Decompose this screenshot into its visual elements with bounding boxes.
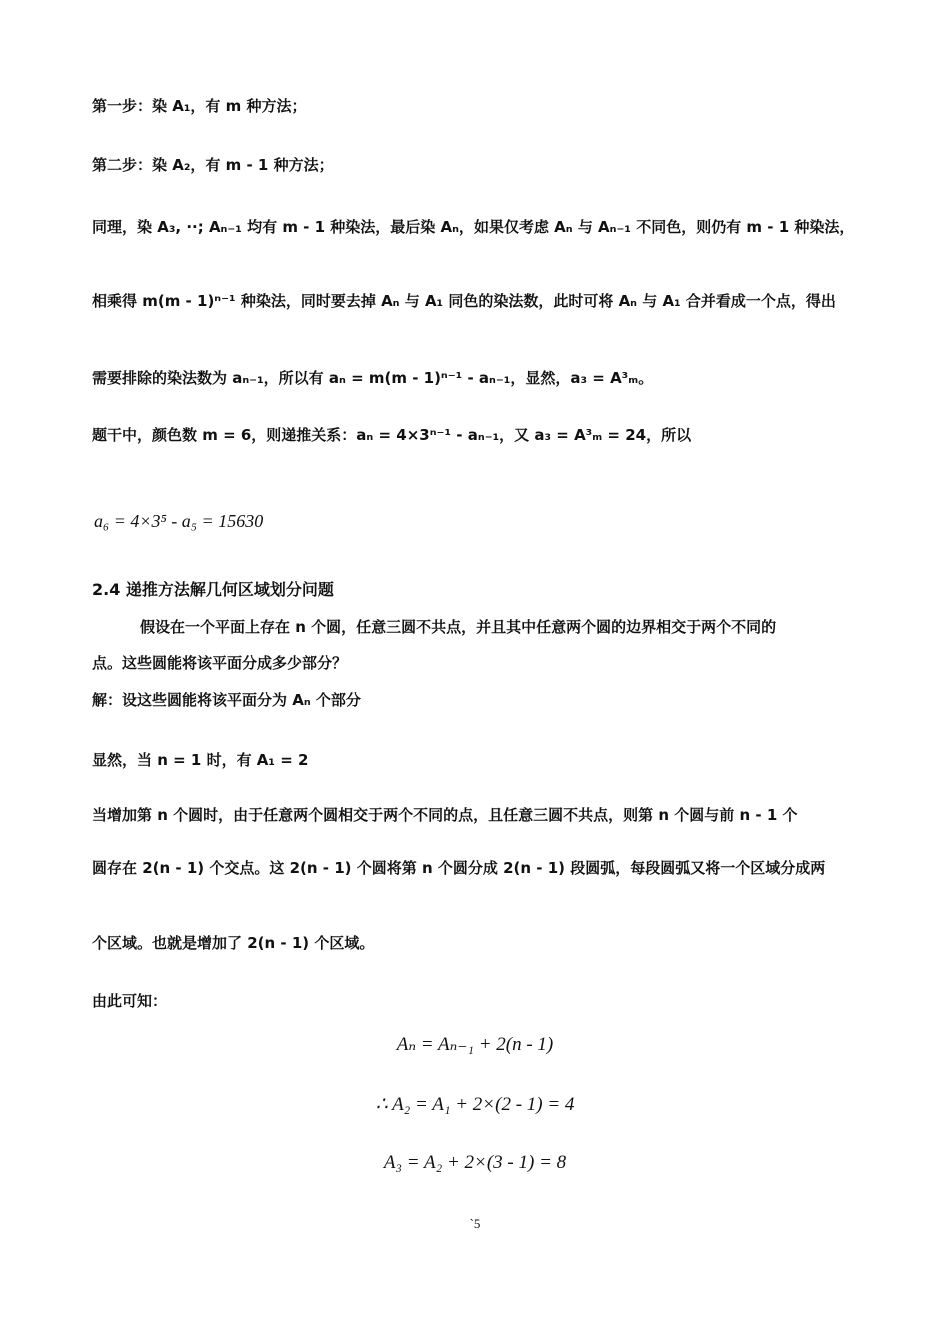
step1-line: 第一步：染 A₁，有 m 种方法； <box>92 97 307 115</box>
equation-recurrence: Aₙ = Aₙ₋₁ + 2(n - 1) <box>396 1034 554 1055</box>
add2-line: 圆存在 2(n - 1) 个交点。这 2(n - 1) 个圆将第 n 个圆分成 2(n - 1) 段圆弧，每段圆弧又将一个区域分成两 <box>92 859 826 877</box>
result-formula: a₆ = 4×3⁵ - a₅ = 15630 <box>94 511 264 531</box>
add3-line: 个区域。也就是增加了 2(n - 1) 个区域。 <box>92 934 375 952</box>
add1-line: 当增加第 n 个圆时，由于任意两个圆相交于两个不同的点，且任意三圆不共点，则第 n 个圆与前 n - 1 个 <box>92 806 798 824</box>
exclude-line: 需要排除的染法数为 aₙ₋₁，所以有 aₙ = m(m - 1)ⁿ⁻¹ - aₙ₋₁，显然，a₃ = A³ₘ。 <box>92 369 654 387</box>
para1-line: 假设在一个平面上存在 n 个圆，任意三圆不共点，并且其中任意两个圆的边界相交于两个不同的 <box>140 618 777 636</box>
problem-line: 题干中，颜色数 m = 6，则递推关系：aₙ = 4×3ⁿ⁻¹ - aₙ₋₁，又 a₃ = A³ₘ = 24，所以 <box>92 426 692 444</box>
obvious-line: 显然，当 n = 1 时，有 A₁ = 2 <box>92 751 309 769</box>
result-line <box>92 508 858 531</box>
para2-line: 点。这些圆能将该平面分成多少部分？ <box>92 654 348 672</box>
page-number: `5 <box>469 1216 481 1231</box>
step2-line: 第二步：染 A₂，有 m - 1 种方法； <box>92 156 334 174</box>
section-heading: 2.4 递推方法解几何区域划分问题 <box>92 580 334 599</box>
similarly-line: 同理，染 A₃, ··; Aₙ₋₁ 均有 m - 1 种染法，最后染 Aₙ，如果仅考虑 Aₙ 与 Aₙ₋₁ 不同色，则仍有 m - 1 种染法， <box>92 218 855 236</box>
equation-a3: A₃ = A₂ + 2×(3 - 1) = 8 <box>383 1152 567 1173</box>
equation-a2: ∴ A₂ = A₁ + 2×(2 - 1) = 4 <box>375 1094 575 1115</box>
multiply-line: 相乘得 m(m - 1)ⁿ⁻¹ 种染法，同时要去掉 Aₙ 与 A₁ 同色的染法数，此时可将 Aₙ 与 A₁ 合并看成一个点，得出 <box>92 292 836 310</box>
hence-line: 由此可知： <box>92 992 168 1010</box>
solution-line: 解：设这些圆能将该平面分为 Aₙ 个部分 <box>92 691 361 709</box>
